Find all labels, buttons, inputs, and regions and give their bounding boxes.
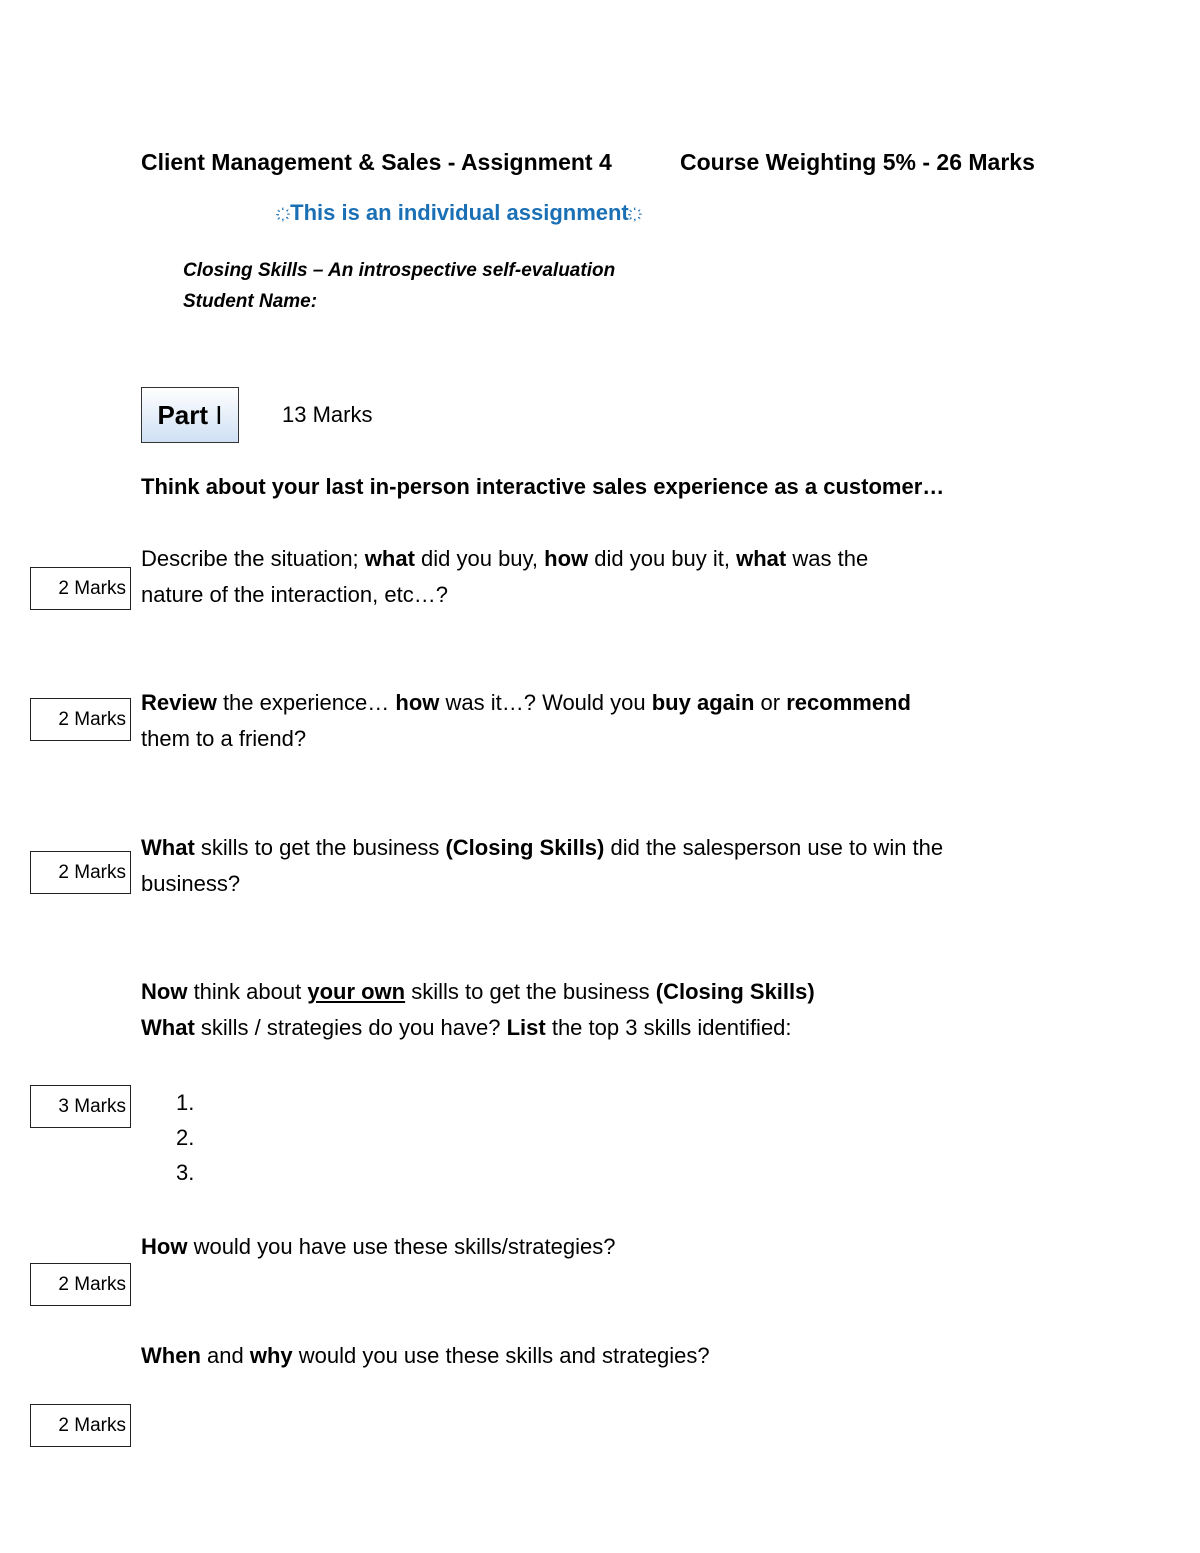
- q2-question: Review the experience… how was it…? Would you buy again or recommend them to a friend?: [141, 690, 911, 751]
- skills-list: [176, 1085, 194, 1190]
- individual-notice: [283, 200, 636, 226]
- part-number: I: [215, 399, 223, 430]
- part-marks: 13 Marks: [282, 402, 373, 427]
- q3-question: What skills to get the business (Closing Skills) did the salesperson use to win the business?: [141, 835, 944, 896]
- q4-marks-badge: 3 Marks: [30, 1085, 131, 1128]
- q1-marks-badge: 2 Marks: [30, 567, 131, 610]
- sparkle-left-icon: ҉҉҉: [283, 205, 284, 223]
- q6-question: When and why would you use these skills and strategies?: [141, 1343, 710, 1368]
- student-name-label: Student Name:: [183, 291, 318, 312]
- list-item: 3.: [176, 1160, 195, 1185]
- part-label-box: [141, 387, 239, 443]
- q5-question: How would you have use these skills/strategies?: [141, 1234, 616, 1259]
- notice-text: This is an individual assignment: [290, 200, 629, 225]
- intro-prompt: Think about your last in-person interactive sales experience as a customer…: [141, 474, 945, 499]
- q2-marks-badge: 2 Marks: [30, 698, 131, 741]
- q6-marks-badge: 2 Marks: [30, 1404, 131, 1447]
- course-weighting: Course Weighting 5% - 26 Marks: [680, 149, 1035, 175]
- q1-question: Describe the situation; what did you buy, how did you buy it, what was the nature of the interaction, etc…?: [141, 546, 869, 607]
- course-title: Client Management & Sales - Assignment 4: [141, 149, 612, 175]
- list-item: 1.: [176, 1090, 195, 1115]
- q3-marks-badge: 2 Marks: [30, 851, 131, 894]
- list-item: 2.: [176, 1125, 195, 1150]
- q5-marks-badge: 2 Marks: [30, 1263, 131, 1306]
- sparkle-right-icon: ҉҉҉: [634, 205, 636, 223]
- q4-question: Now think about your own skills to get the business (Closing Skills) What skills / strategies do you have? List the top 3 skills identified:: [141, 979, 815, 1040]
- part-label: Part: [157, 399, 209, 430]
- assignment-subtitle: Closing Skills – An introspective self-evaluation: [183, 260, 616, 281]
